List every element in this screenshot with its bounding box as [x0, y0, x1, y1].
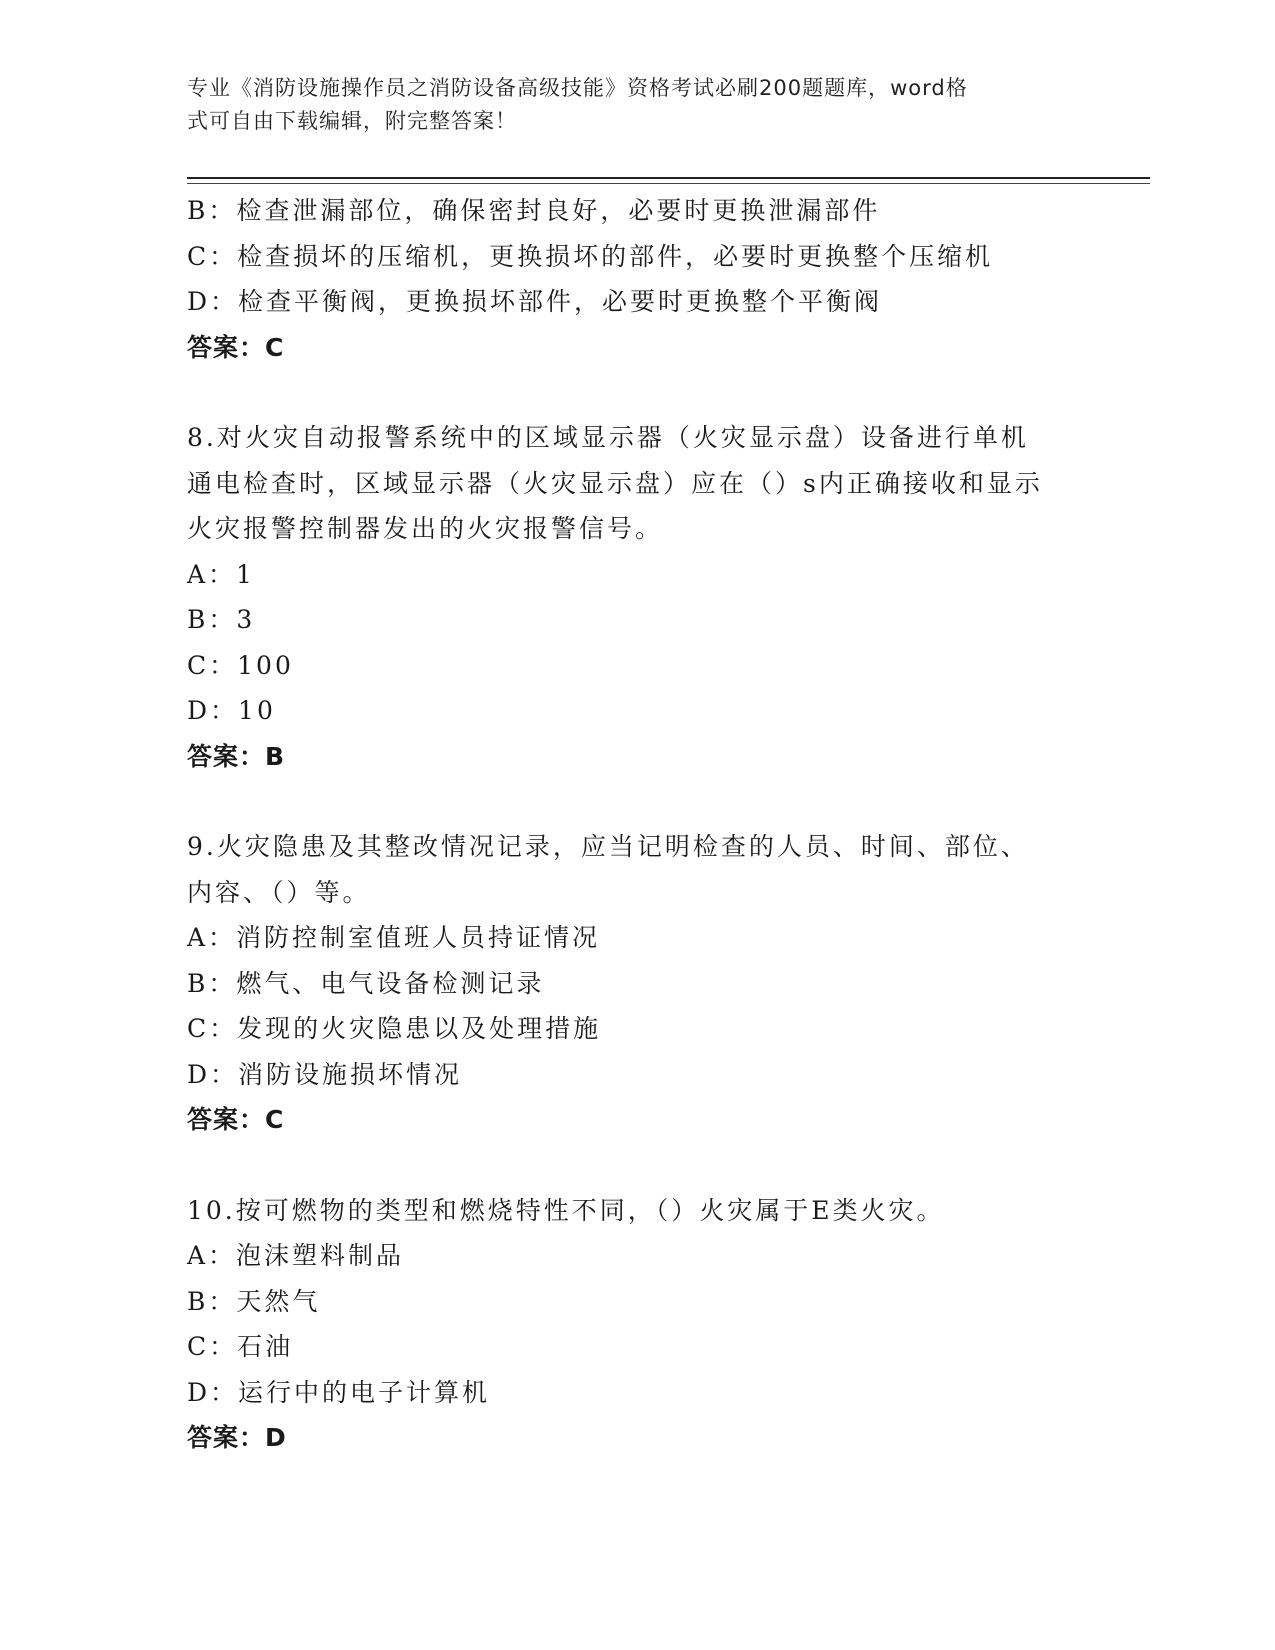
option-b: B：检查泄漏部位，确保密封良好，必要时更换泄漏部件 — [187, 196, 881, 225]
header-divider-thin — [187, 183, 1150, 184]
question-9 — [187, 824, 1087, 1143]
option-c: C：石油 — [187, 1332, 294, 1361]
answer: 答案：D — [187, 1423, 287, 1452]
answer: 答案：B — [187, 741, 286, 771]
option-b: B：燃气、电气设备检测记录 — [187, 968, 545, 998]
question-7-continued — [187, 188, 1087, 370]
option-d: D：检查平衡阀，更换损坏部件，必要时更换整个平衡阀 — [187, 287, 883, 316]
question-stem-line: 10.按可燃物的类型和燃烧特性不同，（）火灾属于E类火灾。 — [187, 1195, 945, 1225]
question-stem-line: 内容、（）等。 — [187, 877, 371, 907]
document-body — [187, 188, 1087, 1461]
option-a: A：消防控制室值班人员持证情况 — [187, 923, 601, 952]
option-b: B：3 — [187, 605, 256, 634]
answer: 答案：C — [187, 332, 285, 362]
question-8 — [187, 415, 1087, 779]
header-line-1: 专业《消防设施操作员之消防设备高级技能》资格考试必刷200题题库，word格 — [187, 76, 968, 100]
option-c: C：100 — [187, 650, 294, 680]
question-stem-line: 8.对火灾自动报警系统中的区域显示器（火灾显示盘）设备进行单机 — [187, 423, 1029, 452]
answer: 答案：C — [187, 1105, 285, 1134]
document-header — [187, 72, 1067, 138]
header-divider-thick — [187, 177, 1150, 179]
option-d: D：10 — [187, 696, 276, 725]
question-stem-line: 9.火灾隐患及其整改情况记录，应当记明检查的人员、时间、部位、 — [187, 832, 1029, 861]
option-c: C：检查损坏的压缩机，更换损坏的部件，必要时更换整个压缩机 — [187, 241, 994, 271]
option-d: D：消防设施损坏情况 — [187, 1059, 463, 1089]
option-a: A：1 — [187, 559, 255, 589]
question-10 — [187, 1188, 1087, 1461]
question-stem-line: 火灾报警控制器发出的火灾报警信号。 — [187, 514, 664, 543]
option-d: D：运行中的电子计算机 — [187, 1377, 491, 1407]
option-c: C：发现的火灾隐患以及处理措施 — [187, 1014, 602, 1043]
question-stem-line: 通电检查时，区域显示器（火灾显示盘）应在（）s内正确接收和显示 — [187, 468, 1043, 498]
option-b: B：天然气 — [187, 1286, 321, 1316]
option-a: A：泡沫塑料制品 — [187, 1241, 405, 1270]
header-line-2: 式可自由下载编辑，附完整答案！ — [187, 109, 517, 133]
